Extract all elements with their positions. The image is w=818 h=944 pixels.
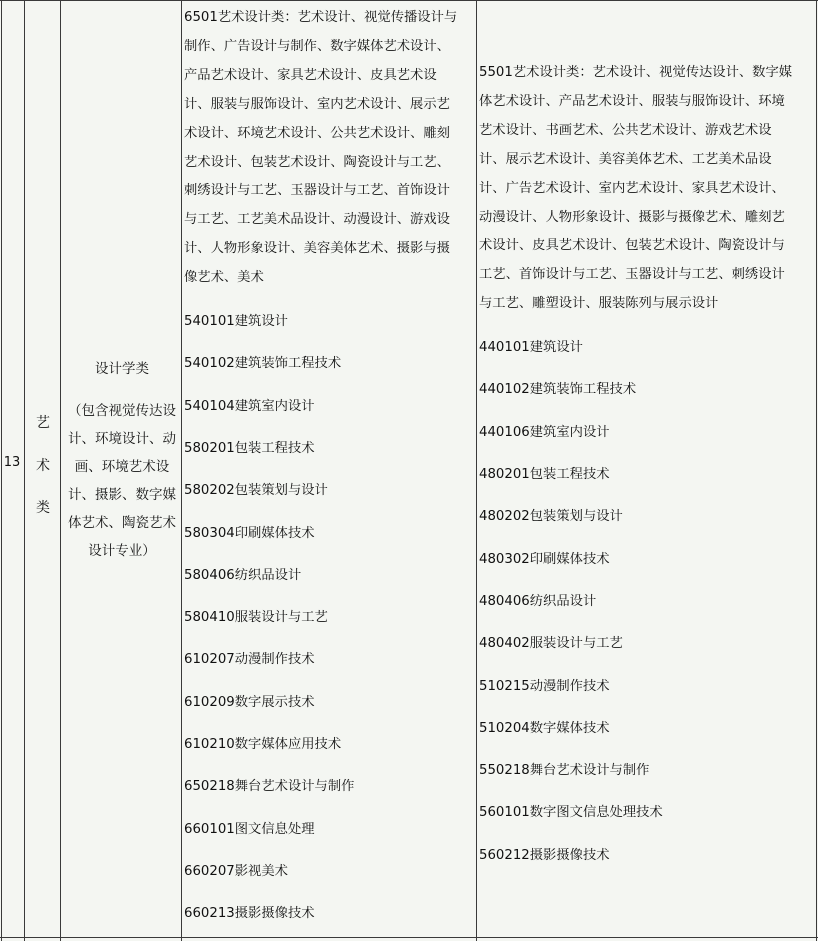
- major-code-item: 480201包装工程技术: [479, 467, 610, 483]
- column-border: [476, 0, 477, 941]
- major-cell: [64, 355, 180, 565]
- description-line: 产品艺术设计、家具艺术设计、皮具艺术设: [184, 67, 437, 83]
- major-code-item: 580410服装设计与工艺: [184, 610, 328, 626]
- category-char: 艺: [36, 415, 50, 431]
- description-line: 刺绣设计与工艺、玉器设计与工艺、首饰设计: [184, 183, 450, 199]
- major-code-item: 650218舞台艺术设计与制作: [184, 779, 355, 795]
- description-line: 动漫设计、人物形象设计、摄影与摄像艺术、雕刻艺: [479, 209, 785, 225]
- description-line: 工艺、首饰设计与工艺、玉器设计与工艺、刺绣设计: [479, 267, 785, 283]
- column-border: [1, 0, 2, 941]
- major-code-item: 480402服装设计与工艺: [479, 636, 623, 652]
- major-code-item: 610209数字展示技术: [184, 694, 315, 710]
- major-code-item: 560101数字图文信息处理技术: [479, 805, 663, 821]
- major-code-item: 510204数字媒体技术: [479, 720, 610, 736]
- secondary-vocational-majors-cell: [184, 4, 476, 944]
- major-code-item: 550218舞台艺术设计与制作: [479, 763, 650, 779]
- major-code-item: 660101图文信息处理: [184, 821, 315, 837]
- major-note-line: 计、环境设计、动: [68, 431, 176, 447]
- description-line: 与工艺、工艺美术品设计、动漫设计、游戏设: [184, 212, 450, 228]
- description-line: 艺术设计、书画艺术、公共艺术设计、游戏艺术设: [479, 122, 772, 138]
- higher-vocational-majors-cell: [479, 59, 817, 885]
- category-cell: [28, 0, 58, 941]
- major-note-line: （包含视觉传达设: [68, 403, 176, 419]
- major-code-item: 440101建筑设计: [479, 340, 583, 356]
- description-line: 与工艺、雕塑设计、服装陈列与展示设计: [479, 296, 719, 312]
- row-number: 13: [3, 455, 21, 470]
- description-line: 像艺术、美术: [184, 270, 264, 286]
- major-code-item: 660213摄影摄像技术: [184, 906, 315, 922]
- major-note-line: 计、摄影、数字媒: [68, 487, 176, 503]
- description-line: 制作、广告设计与制作、数字媒体艺术设计、: [184, 38, 450, 54]
- major-code-item: 510215动漫制作技术: [479, 678, 610, 694]
- major-code-item: 540102建筑装饰工程技术: [184, 356, 342, 372]
- column-border: [24, 0, 25, 941]
- major-code-item: 440106建筑室内设计: [479, 424, 610, 440]
- description-line: 术设计、环境艺术设计、公共艺术设计、雕刻: [184, 125, 450, 141]
- major-code-item: 480302印刷媒体技术: [479, 551, 610, 567]
- major-code-item: 540101建筑设计: [184, 314, 288, 330]
- column-border: [181, 0, 182, 941]
- table-top-border: [0, 0, 818, 1]
- category-char: 类: [36, 500, 50, 516]
- major-code-item: 580202包装策划与设计: [184, 483, 328, 499]
- major-note-line: 设计专业）: [88, 543, 156, 559]
- major-code-item: 610207动漫制作技术: [184, 652, 315, 668]
- category-description: [184, 4, 476, 293]
- major-code-item: 560212摄影摄像技术: [479, 847, 610, 863]
- column-border: [60, 0, 61, 941]
- description-line: 计、广告艺术设计、室内艺术设计、家具艺术设计、: [479, 180, 785, 196]
- major-code-item: 660207影视美术: [184, 863, 288, 879]
- description-line: 计、展示艺术设计、美容美体艺术、工艺美术品设: [479, 151, 772, 167]
- description-line: 体艺术设计、产品艺术设计、服装与服饰设计、环境: [479, 93, 785, 109]
- major-note-line: 画、环境艺术设: [74, 459, 170, 475]
- description-line: 计、服装与服饰设计、室内艺术设计、展示艺: [184, 96, 450, 112]
- description-line: 计、人物形象设计、美容美体艺术、摄影与摄: [184, 241, 450, 257]
- description-line: 艺术设计、包装艺术设计、陶瓷设计与工艺、: [184, 154, 450, 170]
- description-line: 5501艺术设计类：艺术设计、视觉传达设计、数字媒: [479, 65, 793, 80]
- major-code-item: 580304印刷媒体技术: [184, 525, 315, 541]
- major-code-item: 580201包装工程技术: [184, 440, 315, 456]
- major-title: 设计学类: [95, 361, 149, 377]
- category-char: 术: [36, 458, 50, 474]
- major-code-item: 580406纺织品设计: [184, 567, 302, 583]
- major-note-line: 体艺术、陶瓷艺术: [68, 515, 176, 531]
- major-code-item: 440102建筑装饰工程技术: [479, 382, 637, 398]
- major-code-item: 480202包装策划与设计: [479, 509, 623, 525]
- major-code-item: 540104建筑室内设计: [184, 398, 315, 414]
- category-description: [479, 59, 817, 319]
- description-line: 6501艺术设计类：艺术设计、视觉传播设计与: [184, 10, 458, 25]
- description-line: 术设计、皮具艺术设计、包装艺术设计、陶瓷设计与: [479, 238, 785, 254]
- major-code-item: 610210数字媒体应用技术: [184, 737, 342, 753]
- major-code-item: 480406纺织品设计: [479, 593, 597, 609]
